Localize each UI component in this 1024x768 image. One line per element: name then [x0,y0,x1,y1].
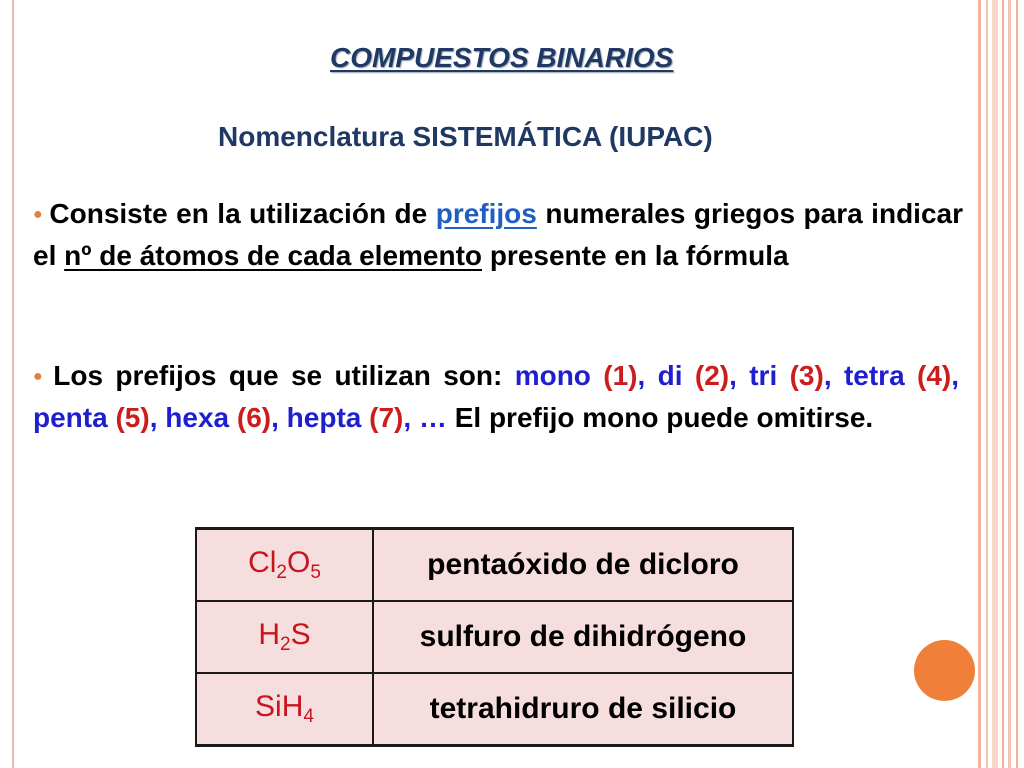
slide-subtitle: Nomenclatura SISTEMÁTICA (IUPAC) [218,121,713,152]
left-border-line [12,0,14,768]
formula-subscript: 2 [280,634,291,655]
formula-symbol: O [287,546,311,579]
definition-text-1: Consiste en la utilización de [49,198,436,229]
prefix-name: tetra [843,360,905,391]
prefix-ellipsis: … [418,402,447,433]
compound-name-cell: sulfuro de dihidrógeno [373,601,793,673]
prefix-number: (3) [789,360,824,391]
bullet-icon: ● [33,368,48,385]
prefix-name: mono [514,360,591,391]
table-row [196,673,793,746]
formula-subscript: 5 [310,562,321,583]
prefix-number: (6) [236,402,272,433]
formula-symbol: SiH [255,690,304,723]
compound-name-cell: pentaóxido de dicloro [373,529,793,602]
prefix-name: penta [33,402,108,433]
slide-title: COMPUESTOS BINARIOS [330,42,674,73]
definition-underlined-text: nº de átomos de cada elemento [64,240,483,271]
prefixes-note: El prefijo mono puede omitirse. [446,402,874,433]
prefix-number: (4) [917,360,952,391]
bullet-icon: ● [33,206,44,223]
prefix-number: (2) [694,360,730,391]
prefix-name: di [657,360,683,391]
prefix-number: (7) [369,402,404,433]
compound-name-cell: tetrahidruro de silicio [373,673,793,746]
formula-symbol: Cl [248,546,277,579]
decorative-orange-circle [914,640,975,701]
table-row [196,529,793,602]
prefix-number: (5) [115,402,150,433]
formula-cell [196,601,373,673]
prefix-name: hexa [165,402,230,433]
formula-symbol: S [290,618,311,651]
prefix-name: hepta [286,402,362,433]
formula-cell [196,529,373,602]
formula-subscript: 4 [303,706,314,727]
prefix-number: (1) [603,360,638,391]
definition-text-2: numerales griegos para indicar el [33,198,963,271]
definition-text-3: presente en la fórmula [482,240,789,271]
prefixes-intro: Los prefijos que se utilizan son: [53,360,515,391]
prefix-list: mono (1), di (2), tri (3), tetra (4), penta (5), hexa (6), hepta (7), [33,360,960,433]
formula-table [195,527,794,747]
prefix-name: tri [749,360,778,391]
right-border-lines [978,0,1024,768]
formula-symbol: H [258,618,281,651]
formula-subscript: 2 [276,562,287,583]
formula-cell [196,673,373,746]
definition-paragraph [33,193,963,276]
prefijos-link[interactable]: prefijos [435,198,537,229]
table-row [196,601,793,673]
prefixes-paragraph [33,355,959,438]
